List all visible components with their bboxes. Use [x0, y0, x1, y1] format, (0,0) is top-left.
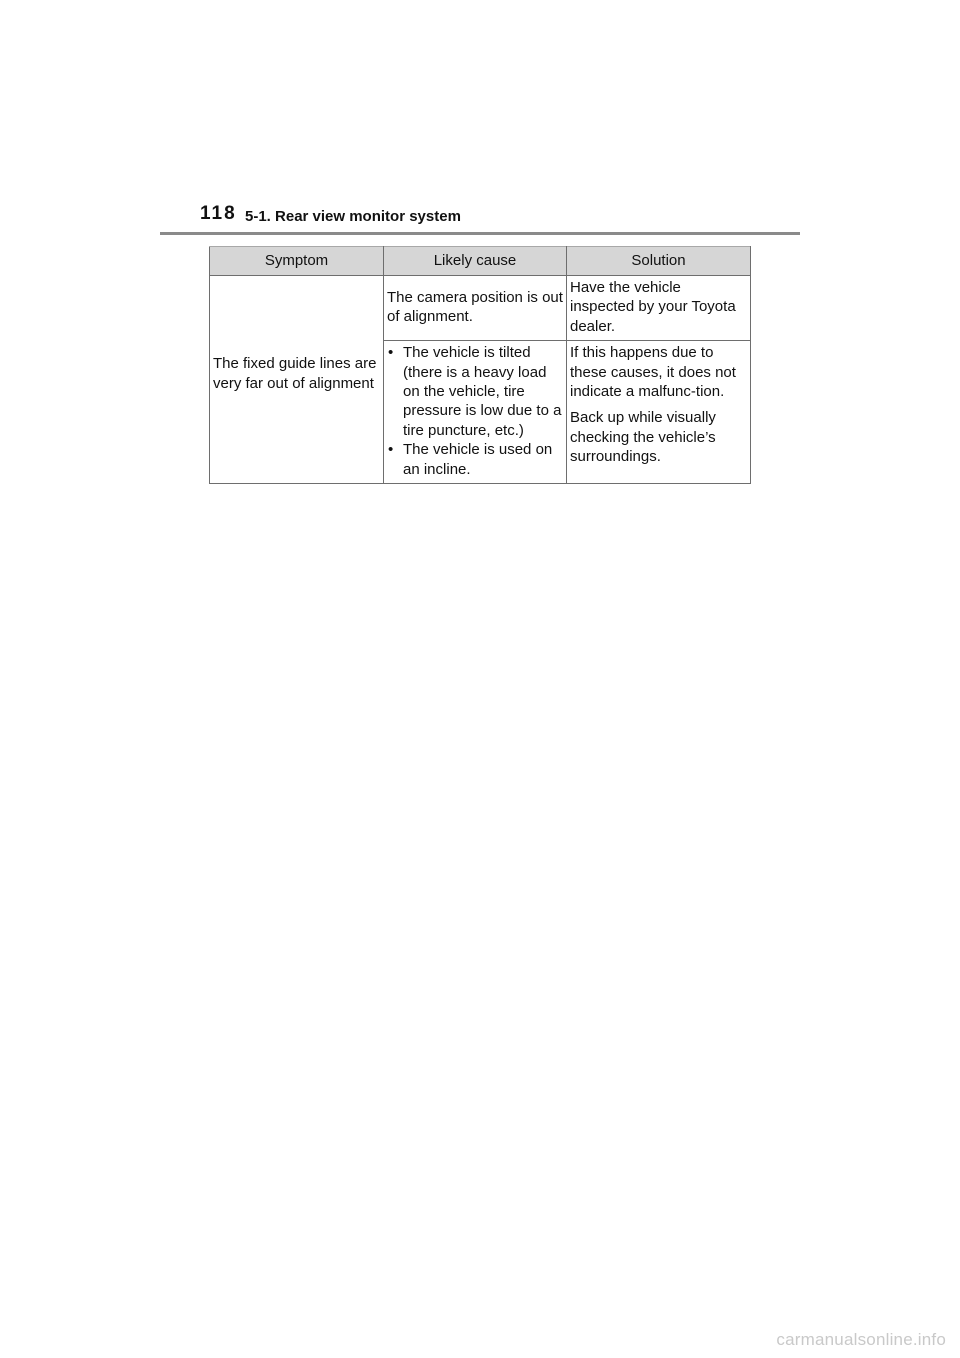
- bullet-text: The vehicle is used on an incline.: [403, 441, 553, 478]
- watermark-text: carmanualsonline.info: [776, 1330, 946, 1349]
- solution-cell: [567, 341, 751, 484]
- list-item: [387, 440, 563, 479]
- bullet-icon: •: [388, 441, 394, 459]
- page-header: [200, 203, 800, 231]
- page-number: 118: [200, 203, 237, 224]
- column-header-solution: Solution: [567, 247, 751, 276]
- bullet-icon: •: [388, 344, 394, 362]
- bullet-text: The vehicle is tilted (there is a heavy load on the vehicle, tire pressure is low due to a tire puncture, etc.): [403, 344, 562, 439]
- cause-bullet-list: [387, 343, 563, 479]
- solution-text: If this happens due to these causes, it does not indicate a malfunc-tion.: [570, 344, 736, 401]
- table-row: [210, 276, 751, 341]
- symptom-cell: The fixed guide lines are very far out of alignment: [210, 276, 384, 484]
- solution-text: Have the vehicle inspected by your Toyota dealer.: [570, 279, 736, 335]
- section-title: 5-1. Rear view monitor system: [245, 208, 461, 225]
- table-header-row: [210, 247, 751, 276]
- column-header-symptom: Symptom: [210, 247, 384, 276]
- troubleshooting-table: [209, 246, 751, 484]
- solution-text: Back up while visually checking the vehicle’s surroundings.: [570, 409, 716, 466]
- column-header-likely-cause: Likely cause: [384, 247, 567, 276]
- solution-cell: [567, 276, 751, 341]
- header-divider: [160, 232, 800, 235]
- list-item: [387, 343, 563, 440]
- cause-cell: [384, 341, 567, 484]
- cause-cell: The camera position is out of alignment.: [384, 276, 567, 341]
